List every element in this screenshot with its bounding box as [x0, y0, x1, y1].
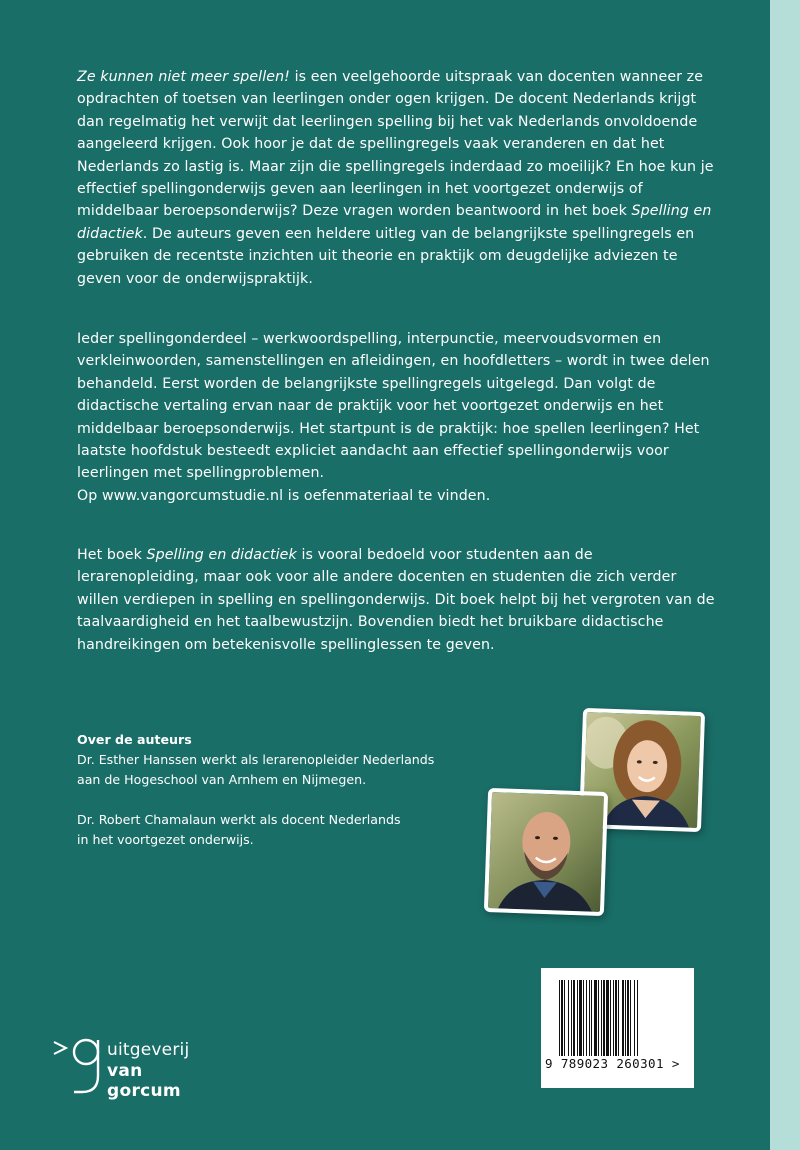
barcode-bar: [594, 980, 597, 1056]
robert-bio-line1: Dr. Robert Chamalaun werkt als docent Nederlands: [77, 812, 401, 827]
structure-paragraph: [77, 328, 717, 507]
barcode-bar: [610, 980, 611, 1056]
esther-bio-line2: aan de Hogeschool van Arnhem en Nijmegen.: [77, 772, 367, 787]
publisher-line1: uitgeverij: [107, 1040, 190, 1060]
audience-paragraph: [77, 544, 717, 656]
barcode-bar: [613, 980, 614, 1056]
barcode-bar: [634, 980, 635, 1056]
structure-text: Ieder spellingonderdeel – werkwoordspelling, interpunctie, meervoudsvormen en verkleinwoorden, samenstellingen en afleidingen, en hoofdletters – wordt in twee delen behandeld. Eerst worden de belangrijkste spellingregels uitgelegd. Dan volgt de didactische vertaling ervan naar de praktijk voor het voortgezet onderwijs en het middelbaar beroepsonderwijs. Het startpunt is de praktijk: hoe spellen leerlingen? Het laatste hoofdstuk besteedt expliciet aandacht aan effectief spellingonderwijs voor leerlingen met spellingproblemen.: [77, 331, 710, 482]
barcode-bar: [583, 980, 584, 1056]
barcode-bar: [630, 980, 631, 1056]
barcode-bar: [625, 980, 626, 1056]
barcode-bar: [586, 980, 587, 1056]
authors-heading: Over de auteurs: [77, 732, 192, 747]
publisher-logo: [52, 1036, 222, 1101]
intro-quote: Ze kunnen niet meer spellen!: [77, 69, 290, 85]
barcode-arrow: >: [671, 1056, 680, 1071]
audience-book-title: Spelling en didactiek: [146, 547, 297, 563]
publisher-line2: van gorcum: [107, 1061, 181, 1101]
website-line: Op www.vangorcumstudie.nl is oefenmateriaal te vinden.: [77, 487, 491, 504]
isbn-digits-text: 9 789023 260301: [545, 1056, 664, 1071]
barcode-bar: [561, 980, 563, 1056]
barcode-bar: [637, 980, 638, 1056]
barcode-bar: [591, 980, 592, 1056]
barcode-bar: [568, 980, 569, 1056]
barcode-bar: [559, 980, 560, 1056]
author-photo-robert: [484, 788, 608, 916]
barcode-bar: [579, 980, 582, 1056]
barcode-bar: [601, 980, 602, 1056]
barcode-bar: [564, 980, 565, 1056]
barcode-bar: [618, 980, 619, 1056]
barcode-bar: [627, 980, 629, 1056]
audience-text: is vooral bedoeld voor studenten aan de lerarenopleiding, maar ook voor alle andere docenten en studenten die zich verder willen verdiepen in spelling en spellingonderwijs. Dit boek helpt bij het vergroten van de taalvaardigheid en het taalbewustzijn. Bovendien biedt het bruikbare didactische handreikingen om betekenisvolle spellinglessen te geven.: [77, 547, 715, 653]
robert-bio-line2: in het voortgezet onderwijs.: [77, 832, 254, 847]
author-section: [77, 730, 497, 850]
barcode-bar: [606, 980, 609, 1056]
publisher-logo-mark-icon: [52, 1036, 104, 1096]
barcode-bars: [559, 980, 677, 1056]
esther-bio-line1: Dr. Esther Hanssen werkt als lerarenopleider Nederlands: [77, 752, 435, 767]
isbn-number: [545, 1056, 691, 1071]
barcode-bar: [603, 980, 605, 1056]
isbn-barcode: [541, 968, 694, 1088]
barcode-bar: [589, 980, 590, 1056]
intro-text-part2: . De auteurs geven een heldere uitleg van de belangrijkste spellingregels en gebruiken de recentste inzichten uit theorie en praktijk om deugdelijke adviezen te geven voor de onderwijspraktijk.: [77, 225, 695, 287]
barcode-bar: [615, 980, 617, 1056]
barcode-bar: [598, 980, 599, 1056]
robert-portrait: [488, 792, 604, 912]
barcode-bar: [622, 980, 624, 1056]
intro-paragraph: [77, 66, 717, 290]
barcode-bar: [573, 980, 575, 1056]
barcode-bar: [571, 980, 572, 1056]
audience-prefix: Het boek: [77, 547, 147, 563]
barcode-bar: [577, 980, 578, 1056]
spine-strip: [770, 0, 800, 1150]
intro-book-title: Spelling en didactiek: [77, 203, 712, 242]
intro-text-part1: is een veelgehoorde uitspraak van docenten wanneer ze opdrachten of toetsen van leerlingen onder ogen krijgen. De docent Nederlands krijgt dan regelmatig het verwijt dat leerlingen spelling bij het vak Nederlands onvoldoende aangeleerd krijgen. Ook hoor je dat de spellingregels vaak veranderen en dat het Nederlands zo lastig is. Maar zijn die spellingregels inderdaad zo moeilijk? En hoe kun je effectief spellingonderwijs geven aan leerlingen in het voortgezet onderwijs of middelbaar beroepsonderwijs? Deze vragen worden beantwoord in het boek: [77, 69, 714, 220]
